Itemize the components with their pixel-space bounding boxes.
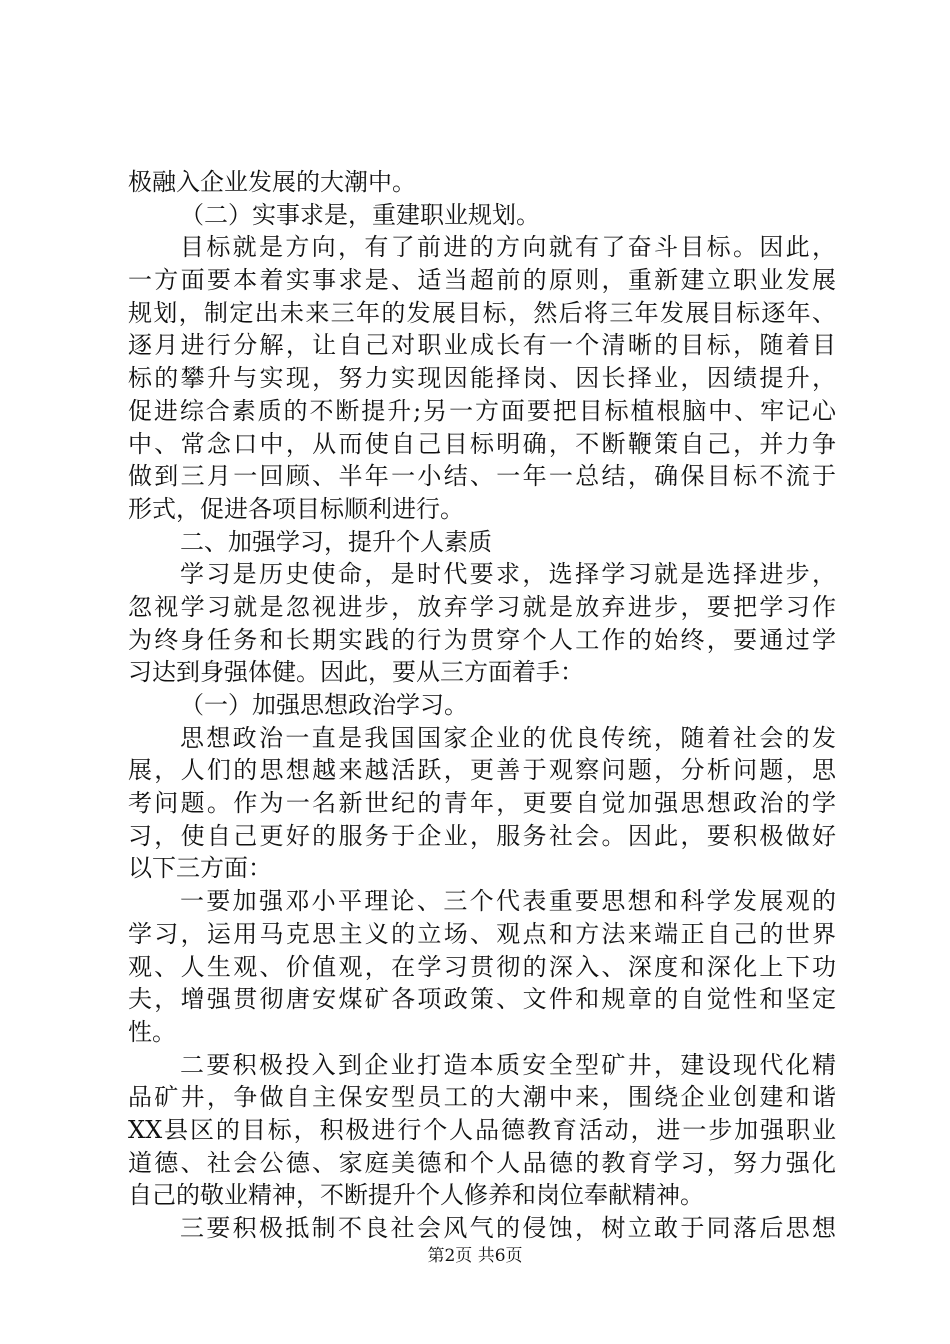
text-line: 一方面要本着实事求是、适当超前的原则，重新建立职业发展 bbox=[128, 266, 836, 295]
text-line: （二）实事求是，重建职业规划。 bbox=[180, 200, 540, 229]
text-line: 一要加强邓小平理论、三个代表重要思想和科学发展观的 bbox=[180, 887, 836, 916]
page-number-label: 第2页 共6页 bbox=[427, 1246, 523, 1266]
text-line: 习达到身强体健。因此，要从三方面着手： bbox=[128, 658, 584, 687]
text-line: 中、常念口中，从而使自己目标明确，不断鞭策自己，并力争 bbox=[128, 429, 836, 458]
text-line: 展，人们的思想越来越活跃，更善于观察问题，分析问题，思 bbox=[128, 756, 836, 785]
text-line: 性。 bbox=[128, 1017, 176, 1046]
text-line: 三要积极抵制不良社会风气的侵蚀，树立敢于同落后思想 bbox=[180, 1214, 836, 1242]
text-line: 二、加强学习，提升个人素质 bbox=[180, 527, 492, 556]
text-line: 极融入企业发展的大潮中。 bbox=[128, 168, 416, 196]
text-line: 二要积极投入到企业打造本质安全型矿井，建设现代化精 bbox=[180, 1050, 836, 1079]
text-line: 学习，运用马克思主义的立场、观点和方法来端正自己的世界 bbox=[128, 919, 836, 948]
text-line: 以下三方面： bbox=[128, 854, 272, 883]
text-line: （一）加强思想政治学习。 bbox=[180, 691, 468, 719]
document-body bbox=[128, 166, 836, 1245]
text-line: 逐月进行分解，让自己对职业成长有一个清晰的目标，随着目 bbox=[128, 331, 836, 360]
text-line: 夫，增强贯彻唐安煤矿各项政策、文件和规章的自觉性和坚定 bbox=[128, 985, 836, 1014]
text-line: 规划，制定出未来三年的发展目标，然后将三年发展目标逐年、 bbox=[128, 298, 836, 327]
page-footer bbox=[0, 1246, 950, 1266]
text-line: 形式，促进各项目标顺利进行。 bbox=[128, 494, 464, 523]
text-line: 道德、社会公德、家庭美德和个人品德的教育学习，努力强化 bbox=[128, 1148, 836, 1177]
text-line: 品矿井，争做自主保安型员工的大潮中来，围绕企业创建和谐 bbox=[128, 1083, 836, 1112]
text-line: 学习是历史使命，是时代要求，选择学习就是选择进步， bbox=[180, 560, 836, 589]
text-line: 考问题。作为一名新世纪的青年，更要自觉加强思想政治的学 bbox=[128, 789, 836, 818]
text-line: 目标就是方向，有了前进的方向就有了奋斗目标。因此， bbox=[180, 233, 836, 262]
text-line: 做到三月一回顾、半年一小结、一年一总结，确保目标不流于 bbox=[128, 462, 836, 491]
text-line: 自己的敬业精神，不断提升个人修养和岗位奉献精神。 bbox=[128, 1181, 704, 1210]
text-line: 忽视学习就是忽视进步，放弃学习就是放弃进步，要把学习作 bbox=[128, 592, 836, 621]
text-line: 观、人生观、价值观，在学习贯彻的深入、深度和深化上下功 bbox=[128, 952, 836, 981]
text-line: 促进综合素质的不断提升;另一方面要把目标植根脑中、牢记心 bbox=[128, 396, 836, 425]
text-line: 习，使自己更好的服务于企业，服务社会。因此，要积极做好 bbox=[128, 821, 836, 850]
text-line: XX县区的目标，积极进行个人品德教育活动，进一步加强职业 bbox=[128, 1115, 836, 1144]
text-line: 为终身任务和长期实践的行为贯穿个人工作的始终，要通过学 bbox=[128, 625, 836, 654]
text-line: 标的攀升与实现，努力实现因能择岗、因长择业，因绩提升， bbox=[128, 364, 836, 393]
text-line: 思想政治一直是我国国家企业的优良传统，随着社会的发 bbox=[180, 723, 836, 752]
